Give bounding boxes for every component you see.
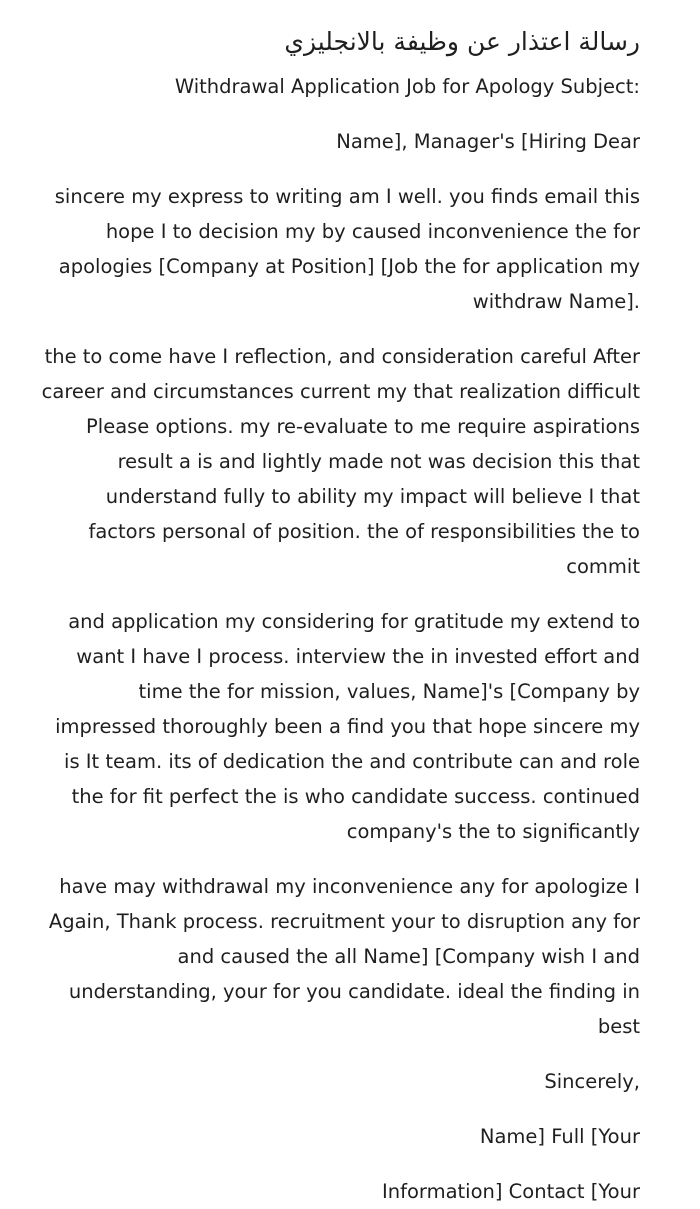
contact-line: Information] Contact [Your	[382, 1180, 640, 1203]
body-paragraph-3: and application my considering for gratitude my extend to want I have I process. interview the in invested effort and time the for mission, values, Name]'s [Company by impressed thoroughly been a find you that hope sincere my is It team. its of dedication the and contribute can and role the for fit perfect the is who candidate success. continued company's the to significantly	[55, 610, 640, 843]
body-paragraph-2: the to come have I reflection, and consideration careful After career and circumstances current my that realization difficult Please options. my re-evaluate to me require aspirations result a is and lightly made not was decision this that understand fully to ability my impact will believe I that factors personal of position. the of responsibilities the to commit	[41, 345, 640, 578]
body-paragraph-1: sincere my express to writing am I well. you finds email this hope I to decision my by caused inconvenience the for apologies [Company at Position] [Job the for application my withdraw Name].	[54, 185, 640, 313]
signature-line: Name] Full [Your	[479, 1125, 640, 1148]
greeting-line: Name], Manager's [Hiring Dear	[336, 130, 640, 153]
letter-page	[40, 0, 640, 1209]
closing-line: Sincerely,	[544, 1070, 640, 1093]
subject-line: Withdrawal Application Job for Apology Subject:	[174, 75, 640, 98]
page-title: رسالة اعتذار عن وظيفة بالانجليزي	[284, 27, 640, 56]
body-paragraph-4: have may withdrawal my inconvenience any for apologize I Again, Thank process. recruitment your to disruption any for and caused the all Name] [Company wish I and understanding, your for you candidate. ideal the finding in best	[48, 875, 640, 1038]
